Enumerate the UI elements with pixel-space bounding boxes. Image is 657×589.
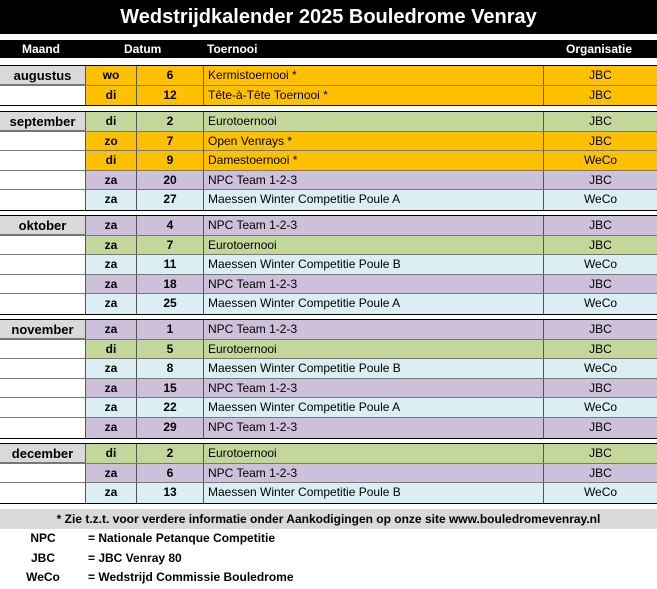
day-cell: wo bbox=[85, 66, 136, 85]
day-cell: di bbox=[85, 112, 136, 131]
tournament-cell: Damestoernooi * bbox=[203, 151, 543, 170]
month-group-augustus bbox=[0, 65, 657, 106]
organisation-cell: JBC bbox=[543, 320, 657, 339]
date-cell: 5 bbox=[136, 340, 203, 359]
tournament-cell: Eurotoernooi bbox=[203, 340, 543, 359]
table-row bbox=[0, 255, 657, 275]
table-row bbox=[0, 398, 657, 418]
tournament-cell: Maessen Winter Competitie Poule A bbox=[203, 398, 543, 417]
organisation-cell: WeCo bbox=[543, 255, 657, 274]
month-cell bbox=[0, 275, 85, 294]
date-cell: 13 bbox=[136, 483, 203, 503]
table-row bbox=[0, 216, 657, 236]
date-cell: 6 bbox=[136, 66, 203, 85]
month-cell: oktober bbox=[0, 216, 85, 235]
footnote: * Zie t.z.t. voor verdere informatie onder Aankodigingen op onze site www.bouledromevenray.nl bbox=[0, 509, 657, 529]
legend-key: NPC bbox=[30, 531, 56, 545]
date-cell: 1 bbox=[136, 320, 203, 339]
day-cell: za bbox=[85, 255, 136, 274]
month-cell bbox=[0, 464, 85, 483]
organisation-cell: JBC bbox=[543, 216, 657, 235]
table-row bbox=[0, 320, 657, 340]
date-cell: 18 bbox=[136, 275, 203, 294]
organisation-cell: JBC bbox=[543, 464, 657, 483]
table-row bbox=[0, 359, 657, 379]
tournament-cell: Open Venrays * bbox=[203, 132, 543, 151]
legend-key: JBC bbox=[30, 550, 55, 565]
table-row bbox=[0, 464, 657, 484]
organisation-cell: WeCo bbox=[543, 151, 657, 170]
tournament-cell: Maessen Winter Competitie Poule A bbox=[203, 294, 543, 314]
date-cell: 12 bbox=[136, 86, 203, 106]
day-cell: za bbox=[85, 216, 136, 235]
tournament-cell: NPC Team 1-2-3 bbox=[203, 320, 543, 339]
month-cell: september bbox=[0, 112, 85, 131]
organisation-cell: JBC bbox=[543, 236, 657, 255]
tournament-cell: Maessen Winter Competitie Poule B bbox=[203, 483, 543, 503]
legend-item bbox=[0, 529, 400, 548]
organisation-cell: WeCo bbox=[543, 294, 657, 314]
legend-value: = Wedstrijd Commissie Bouledrome bbox=[88, 570, 294, 584]
organisation-cell: WeCo bbox=[543, 483, 657, 503]
day-cell: za bbox=[85, 398, 136, 417]
month-cell bbox=[0, 294, 85, 314]
date-cell: 8 bbox=[136, 359, 203, 378]
table-row bbox=[0, 132, 657, 152]
month-cell bbox=[0, 255, 85, 274]
table-row bbox=[0, 190, 657, 210]
month-cell bbox=[0, 190, 85, 210]
month-group-oktober bbox=[0, 215, 657, 315]
month-cell bbox=[0, 483, 85, 503]
day-cell: za bbox=[85, 418, 136, 438]
month-cell: november bbox=[0, 320, 85, 339]
tournament-cell: NPC Team 1-2-3 bbox=[203, 275, 543, 294]
table-row bbox=[0, 294, 657, 314]
header-maand: Maand bbox=[22, 42, 61, 56]
day-cell: za bbox=[85, 483, 136, 503]
organisation-cell: JBC bbox=[543, 66, 657, 85]
page-title: Wedstrijdkalender 2025 Bouledrome Venray bbox=[0, 0, 657, 34]
table-row bbox=[0, 171, 657, 191]
tournament-cell: Eurotoernooi bbox=[203, 444, 543, 463]
date-cell: 25 bbox=[136, 294, 203, 314]
table-row bbox=[0, 112, 657, 132]
header-organisatie: Organisatie bbox=[566, 42, 633, 56]
tournament-cell: Eurotoernooi bbox=[203, 236, 543, 255]
date-cell: 2 bbox=[136, 112, 203, 131]
tournament-cell: NPC Team 1-2-3 bbox=[203, 464, 543, 483]
day-cell: za bbox=[85, 171, 136, 190]
date-cell: 20 bbox=[136, 171, 203, 190]
legend-item bbox=[0, 549, 400, 568]
table-row bbox=[0, 236, 657, 256]
organisation-cell: JBC bbox=[543, 379, 657, 398]
tournament-cell: Maessen Winter Competitie Poule B bbox=[203, 359, 543, 378]
table-row bbox=[0, 379, 657, 399]
table-header bbox=[0, 40, 657, 58]
month-cell bbox=[0, 132, 85, 151]
organisation-cell: JBC bbox=[543, 171, 657, 190]
legend-item bbox=[0, 568, 400, 587]
table-row bbox=[0, 275, 657, 295]
organisation-cell: JBC bbox=[543, 340, 657, 359]
organisation-cell: JBC bbox=[543, 444, 657, 463]
date-cell: 15 bbox=[136, 379, 203, 398]
day-cell: zo bbox=[85, 132, 136, 151]
header-toernooi: Toernooi bbox=[207, 42, 258, 56]
table-row bbox=[0, 151, 657, 171]
day-cell: za bbox=[85, 275, 136, 294]
table-row bbox=[0, 86, 657, 106]
day-cell: za bbox=[85, 359, 136, 378]
month-group-september bbox=[0, 111, 657, 211]
legend-value: = JBC Venray 80 bbox=[88, 550, 182, 565]
date-cell: 7 bbox=[136, 236, 203, 255]
organisation-cell: JBC bbox=[543, 132, 657, 151]
month-group-december bbox=[0, 443, 657, 504]
organisation-cell: WeCo bbox=[543, 398, 657, 417]
date-cell: 6 bbox=[136, 464, 203, 483]
date-cell: 2 bbox=[136, 444, 203, 463]
day-cell: di bbox=[85, 151, 136, 170]
tournament-cell: NPC Team 1-2-3 bbox=[203, 171, 543, 190]
month-cell bbox=[0, 171, 85, 190]
legend-value: = Nationale Petanque Competitie bbox=[88, 531, 276, 545]
date-cell: 22 bbox=[136, 398, 203, 417]
organisation-cell: WeCo bbox=[543, 359, 657, 378]
month-cell bbox=[0, 418, 85, 438]
date-cell: 27 bbox=[136, 190, 203, 210]
month-cell bbox=[0, 236, 85, 255]
month-cell bbox=[0, 359, 85, 378]
organisation-cell: WeCo bbox=[543, 190, 657, 210]
tournament-cell: Maessen Winter Competitie Poule A bbox=[203, 190, 543, 210]
day-cell: di bbox=[85, 444, 136, 463]
date-cell: 7 bbox=[136, 132, 203, 151]
tournament-cell: Kermistoernooi * bbox=[203, 66, 543, 85]
month-group-november bbox=[0, 319, 657, 439]
organisation-cell: JBC bbox=[543, 86, 657, 106]
month-cell bbox=[0, 398, 85, 417]
date-cell: 29 bbox=[136, 418, 203, 438]
header-datum: Datum bbox=[124, 42, 162, 56]
organisation-cell: JBC bbox=[543, 418, 657, 438]
day-cell: za bbox=[85, 320, 136, 339]
day-cell: za bbox=[85, 294, 136, 314]
day-cell: za bbox=[85, 190, 136, 210]
table-row bbox=[0, 340, 657, 360]
table-row bbox=[0, 418, 657, 438]
table-row bbox=[0, 444, 657, 464]
day-cell: di bbox=[85, 340, 136, 359]
month-cell bbox=[0, 86, 85, 106]
month-cell bbox=[0, 340, 85, 359]
tournament-cell: Maessen Winter Competitie Poule B bbox=[203, 255, 543, 274]
tournament-cell: NPC Team 1-2-3 bbox=[203, 418, 543, 438]
month-cell bbox=[0, 151, 85, 170]
month-cell bbox=[0, 379, 85, 398]
tournament-cell: NPC Team 1-2-3 bbox=[203, 379, 543, 398]
tournament-cell: Eurotoernooi bbox=[203, 112, 543, 131]
table-row bbox=[0, 483, 657, 503]
date-cell: 11 bbox=[136, 255, 203, 274]
day-cell: za bbox=[85, 236, 136, 255]
month-cell: december bbox=[0, 444, 85, 463]
day-cell: za bbox=[85, 464, 136, 483]
date-cell: 9 bbox=[136, 151, 203, 170]
date-cell: 4 bbox=[136, 216, 203, 235]
tournament-cell: Tête-à-Tête Toernooi * bbox=[203, 86, 543, 106]
legend-key: WeCo bbox=[26, 570, 60, 584]
organisation-cell: JBC bbox=[543, 112, 657, 131]
day-cell: za bbox=[85, 379, 136, 398]
organisation-cell: JBC bbox=[543, 275, 657, 294]
table-row bbox=[0, 66, 657, 86]
month-cell: augustus bbox=[0, 66, 85, 85]
tournament-cell: NPC Team 1-2-3 bbox=[203, 216, 543, 235]
day-cell: di bbox=[85, 86, 136, 106]
